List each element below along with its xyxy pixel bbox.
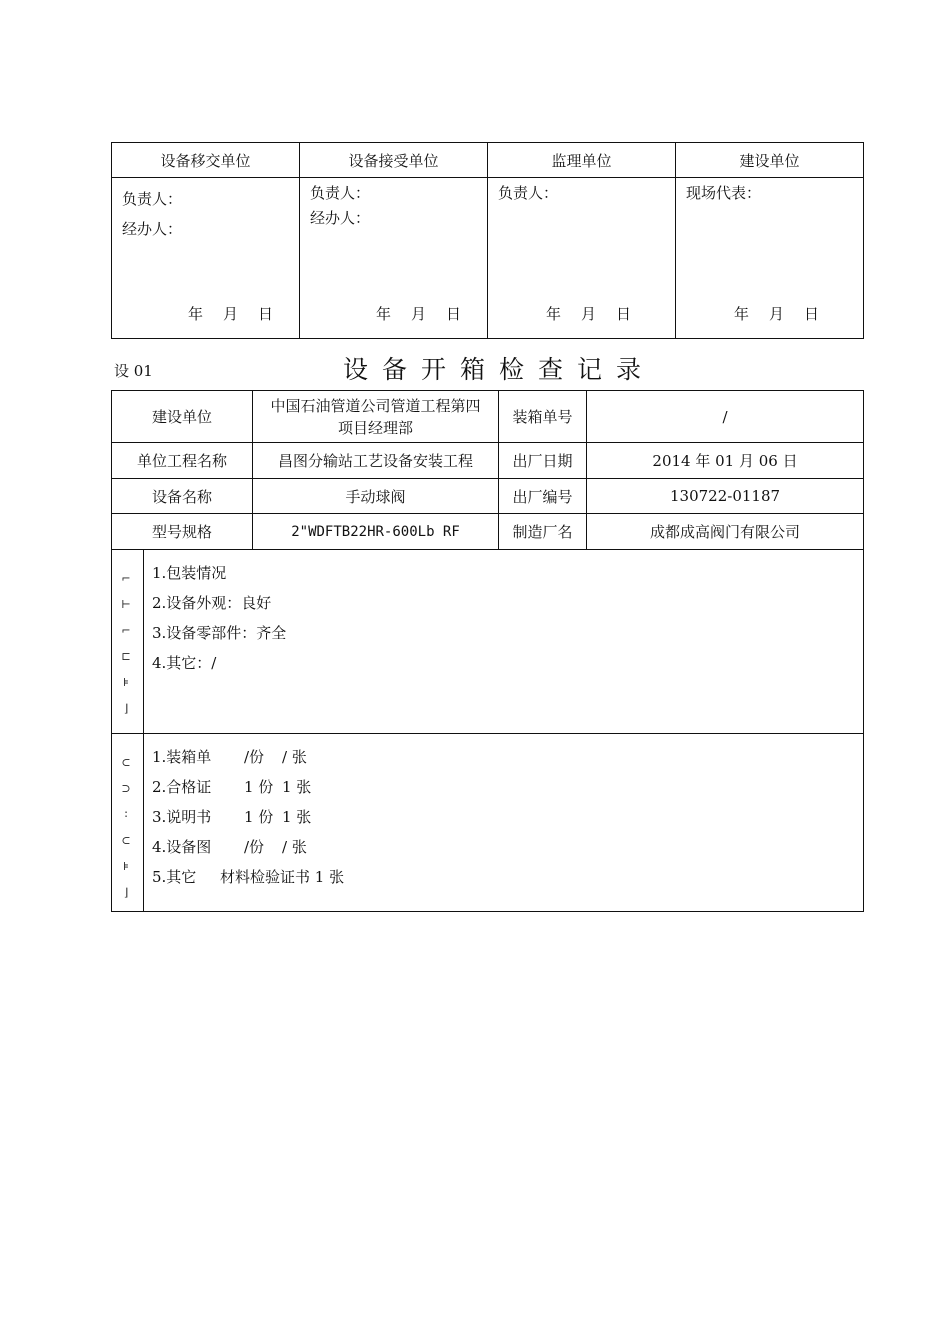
sig-cell-owner xyxy=(676,178,864,339)
sig-header-receiver: 设备接受单位 xyxy=(300,143,488,178)
side-glyph: ⌋ xyxy=(123,702,129,715)
signature-table xyxy=(111,142,864,339)
document-item xyxy=(152,742,863,772)
inspection-content xyxy=(144,550,864,734)
sig-responsible-label: 负责人： xyxy=(310,184,371,202)
label-project-name: 单位工程名称 xyxy=(112,443,253,479)
date-year: 年 xyxy=(733,305,749,323)
sig-date xyxy=(356,303,461,324)
inspection-side-label xyxy=(112,550,144,734)
label-manufacturer: 制造厂名 xyxy=(499,514,587,550)
date-year: 年 xyxy=(545,305,561,323)
side-glyph-column xyxy=(116,566,136,722)
date-month: 月 xyxy=(410,305,426,323)
side-glyph: ⌐ xyxy=(121,572,131,585)
table-row xyxy=(112,479,864,514)
document-item xyxy=(152,862,863,892)
sig-date xyxy=(714,303,819,324)
documents-section xyxy=(112,734,864,912)
sig-header-supervisor: 监理单位 xyxy=(488,143,676,178)
page-title: 设备开箱检查记录 xyxy=(343,355,656,384)
documents-content xyxy=(144,734,864,912)
document-qty: 1 份 xyxy=(244,808,274,826)
label-packing-no: 装箱单号 xyxy=(499,391,587,443)
date-day: 日 xyxy=(257,305,273,323)
value-owner-unit: 中国石油管道公司管道工程第四项目经理部 xyxy=(253,391,499,443)
value-packing-no: / xyxy=(587,391,864,443)
form-code: 设 01 xyxy=(114,362,153,380)
table-row xyxy=(112,514,864,550)
document-unit: 1 张 xyxy=(282,808,312,826)
document-unit: / 张 xyxy=(282,838,307,856)
date-month: 月 xyxy=(580,305,596,323)
documents-side-label xyxy=(112,734,144,912)
inspection-item-appearance: 2.设备外观：良好 xyxy=(152,594,272,612)
table-row xyxy=(112,391,864,443)
document-item xyxy=(152,802,863,832)
table-row xyxy=(112,443,864,479)
label-manufacture-date: 出厂日期 xyxy=(499,443,587,479)
inspection-section xyxy=(112,550,864,734)
sig-handler-label: 经办人： xyxy=(122,220,183,238)
date-year: 年 xyxy=(375,305,391,323)
document-name: 4.设备图 xyxy=(152,838,212,856)
sig-responsible-label: 负责人： xyxy=(498,184,559,202)
sig-cell-supervisor xyxy=(488,178,676,339)
document-qty: /份 xyxy=(244,838,265,856)
record-table xyxy=(111,390,864,912)
sig-date xyxy=(168,303,273,324)
side-glyph: ⊃ xyxy=(121,782,131,795)
sig-cell-receiver xyxy=(300,178,488,339)
document-item xyxy=(152,772,863,802)
date-day: 日 xyxy=(445,305,461,323)
value-serial-no: 130722-01187 xyxy=(587,479,864,514)
value-model-spec: 2"WDFTB22HR-600Lb RF xyxy=(253,514,499,550)
document-qty: 材料检验证书 1 张 xyxy=(220,868,345,886)
label-serial-no: 出厂编号 xyxy=(499,479,587,514)
side-glyph-column xyxy=(116,750,136,906)
document-name: 2.合格证 xyxy=(152,778,212,796)
value-equipment-name: 手动球阀 xyxy=(253,479,499,514)
inspection-item-parts: 3.设备零部件：齐全 xyxy=(152,624,287,642)
sig-responsible-label: 负责人： xyxy=(122,190,183,208)
date-day: 日 xyxy=(803,305,819,323)
document-name: 1.装箱单 xyxy=(152,748,212,766)
document-unit: / 张 xyxy=(282,748,307,766)
label-owner-unit: 建设单位 xyxy=(112,391,253,443)
label-equipment-name: 设备名称 xyxy=(112,479,253,514)
value-manufacture-date: 2014 年 01 月 06 日 xyxy=(587,443,864,479)
date-month: 月 xyxy=(768,305,784,323)
document-name: 5.其它 xyxy=(152,868,197,886)
document-unit: 1 张 xyxy=(282,778,312,796)
value-manufacturer: 成都成高阀门有限公司 xyxy=(587,514,864,550)
side-glyph: ⌋ xyxy=(123,886,129,899)
side-glyph: ∶ xyxy=(124,808,128,821)
inspection-item-other: 4.其它：/ xyxy=(152,654,217,672)
sig-header-handover: 设备移交单位 xyxy=(112,143,300,178)
document-item xyxy=(152,832,863,862)
document-qty: /份 xyxy=(244,748,265,766)
sig-handler-label: 经办人： xyxy=(310,209,371,227)
sig-site-rep-label: 现场代表： xyxy=(686,184,762,202)
side-glyph: ⌐ xyxy=(121,624,131,637)
sig-cell-handover xyxy=(112,178,300,339)
document-qty: 1 份 xyxy=(244,778,274,796)
side-glyph: ⊧ xyxy=(122,860,130,873)
side-glyph: ⊂ xyxy=(121,834,131,847)
inspection-item-packaging: 1.包装情况 xyxy=(152,564,227,582)
sig-header-owner: 建设单位 xyxy=(676,143,864,178)
side-glyph: ⊧ xyxy=(122,676,130,689)
label-model-spec: 型号规格 xyxy=(112,514,253,550)
side-glyph: ⊏ xyxy=(121,650,131,663)
sig-date xyxy=(526,303,631,324)
side-glyph: ⊂ xyxy=(121,756,131,769)
date-year: 年 xyxy=(187,305,203,323)
side-glyph: ⊢ xyxy=(121,598,131,611)
date-month: 月 xyxy=(222,305,238,323)
value-project-name: 昌图分输站工艺设备安装工程 xyxy=(253,443,499,479)
date-day: 日 xyxy=(615,305,631,323)
document-name: 3.说明书 xyxy=(152,808,212,826)
